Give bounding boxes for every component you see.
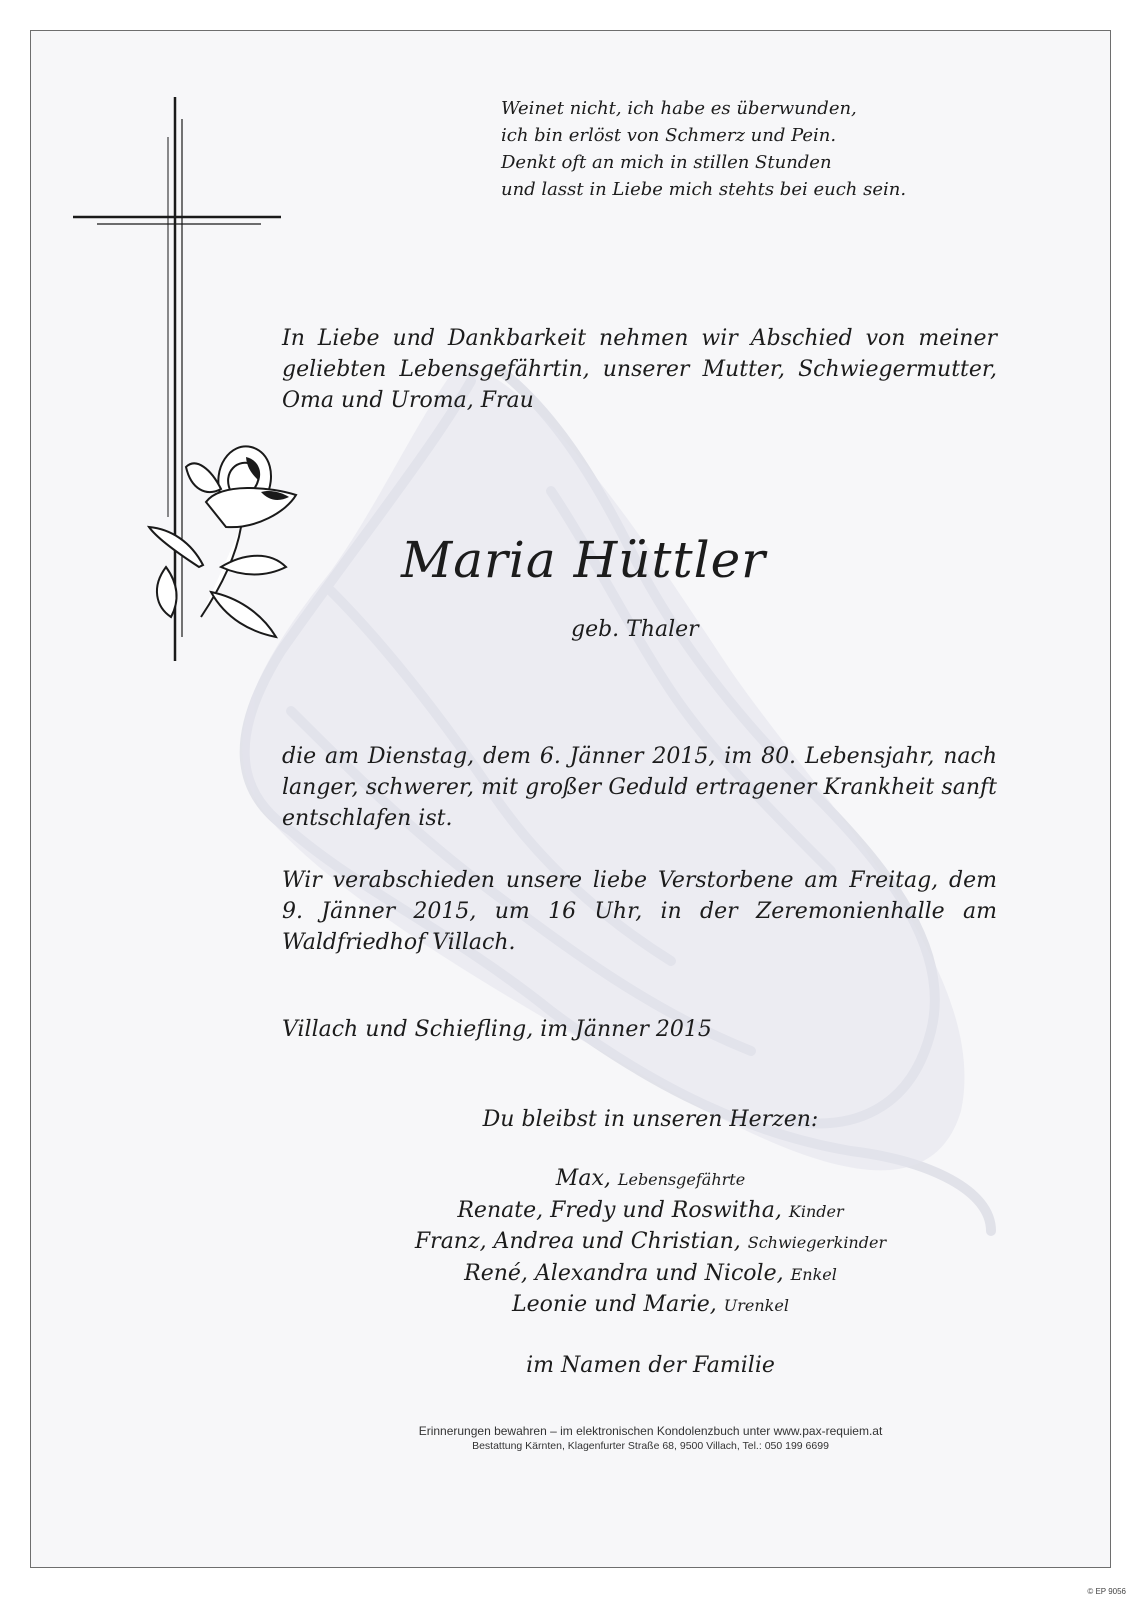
mourner-names: Max, xyxy=(555,1166,611,1191)
poem-line: Denkt oft an mich in stillen Stunden xyxy=(501,152,832,173)
funeral-notice: Wir verabschieden unsere liebe Verstorbene am Freitag, dem 9. Jänner 2015, um 16 Uhr, in der Zeremonienhalle am Waldfriedhof Villach. xyxy=(282,868,997,955)
mourner-relation: Kinder xyxy=(788,1201,844,1221)
poem-line: ich bin erlöst von Schmerz und Pein. xyxy=(501,125,837,146)
mourner-line xyxy=(191,1164,1110,1196)
maiden-name: geb. Thaler xyxy=(571,617,699,642)
mourner-relation: Lebensgefährte xyxy=(617,1170,746,1189)
poem xyxy=(501,95,981,203)
footer-condolence-link: Erinnerungen bewahren – im elektronischen Kondolenzbuch unter www.pax-requiem.at xyxy=(418,1424,883,1438)
footer xyxy=(31,1423,1110,1453)
mourner-line xyxy=(191,1259,1110,1291)
mourner-names: Franz, Andrea und Christian, xyxy=(414,1229,741,1254)
mourner-names: Renate, Fredy und Roswitha, xyxy=(457,1197,782,1223)
place-date: Villach und Schiefling, im Jänner 2015 xyxy=(282,1017,712,1042)
deceased-name: Maria Hüttler xyxy=(401,531,767,589)
cross-with-rose-icon xyxy=(71,97,301,677)
family-signature: im Namen der Familie xyxy=(526,1353,775,1378)
print-code: © EP 9056 xyxy=(1087,1587,1126,1596)
mourner-names: René, Alexandra und Nicole, xyxy=(464,1260,784,1286)
death-notice: die am Dienstag, dem 6. Jänner 2015, im 80. Lebensjahr, nach langer, schwerer, mit großer Geduld ertragener Krankheit sanft entschlafen ist. xyxy=(282,744,997,831)
mourner-relation: Urenkel xyxy=(723,1296,789,1315)
mourner-relation: Enkel xyxy=(790,1264,837,1284)
mourner-line xyxy=(191,1290,1110,1322)
mourner-line xyxy=(191,1227,1110,1259)
in-our-hearts: Du bleibst in unseren Herzen: xyxy=(482,1107,819,1132)
footer-funeral-home: Bestattung Kärnten, Klagenfurter Straße 68, 9500 Villach, Tel.: 050 199 6699 xyxy=(472,1440,829,1452)
mourner-relation: Schwiegerkinder xyxy=(747,1233,887,1252)
mourner-names: Leonie und Marie, xyxy=(512,1292,717,1317)
intro-text: In Liebe und Dankbarkeit nehmen wir Abschied von meiner geliebten Lebensgefährtin, unserer Mutter, Schwiegermutter, Oma und Uroma, Frau xyxy=(282,326,997,413)
mourner-line xyxy=(191,1196,1110,1228)
poem-line: und lasst in Liebe mich stehts bei euch sein. xyxy=(501,179,907,200)
poem-line: Weinet nicht, ich habe es überwunden, xyxy=(501,98,857,119)
mourners-list xyxy=(31,1164,1110,1322)
obituary-sheet xyxy=(30,30,1111,1568)
